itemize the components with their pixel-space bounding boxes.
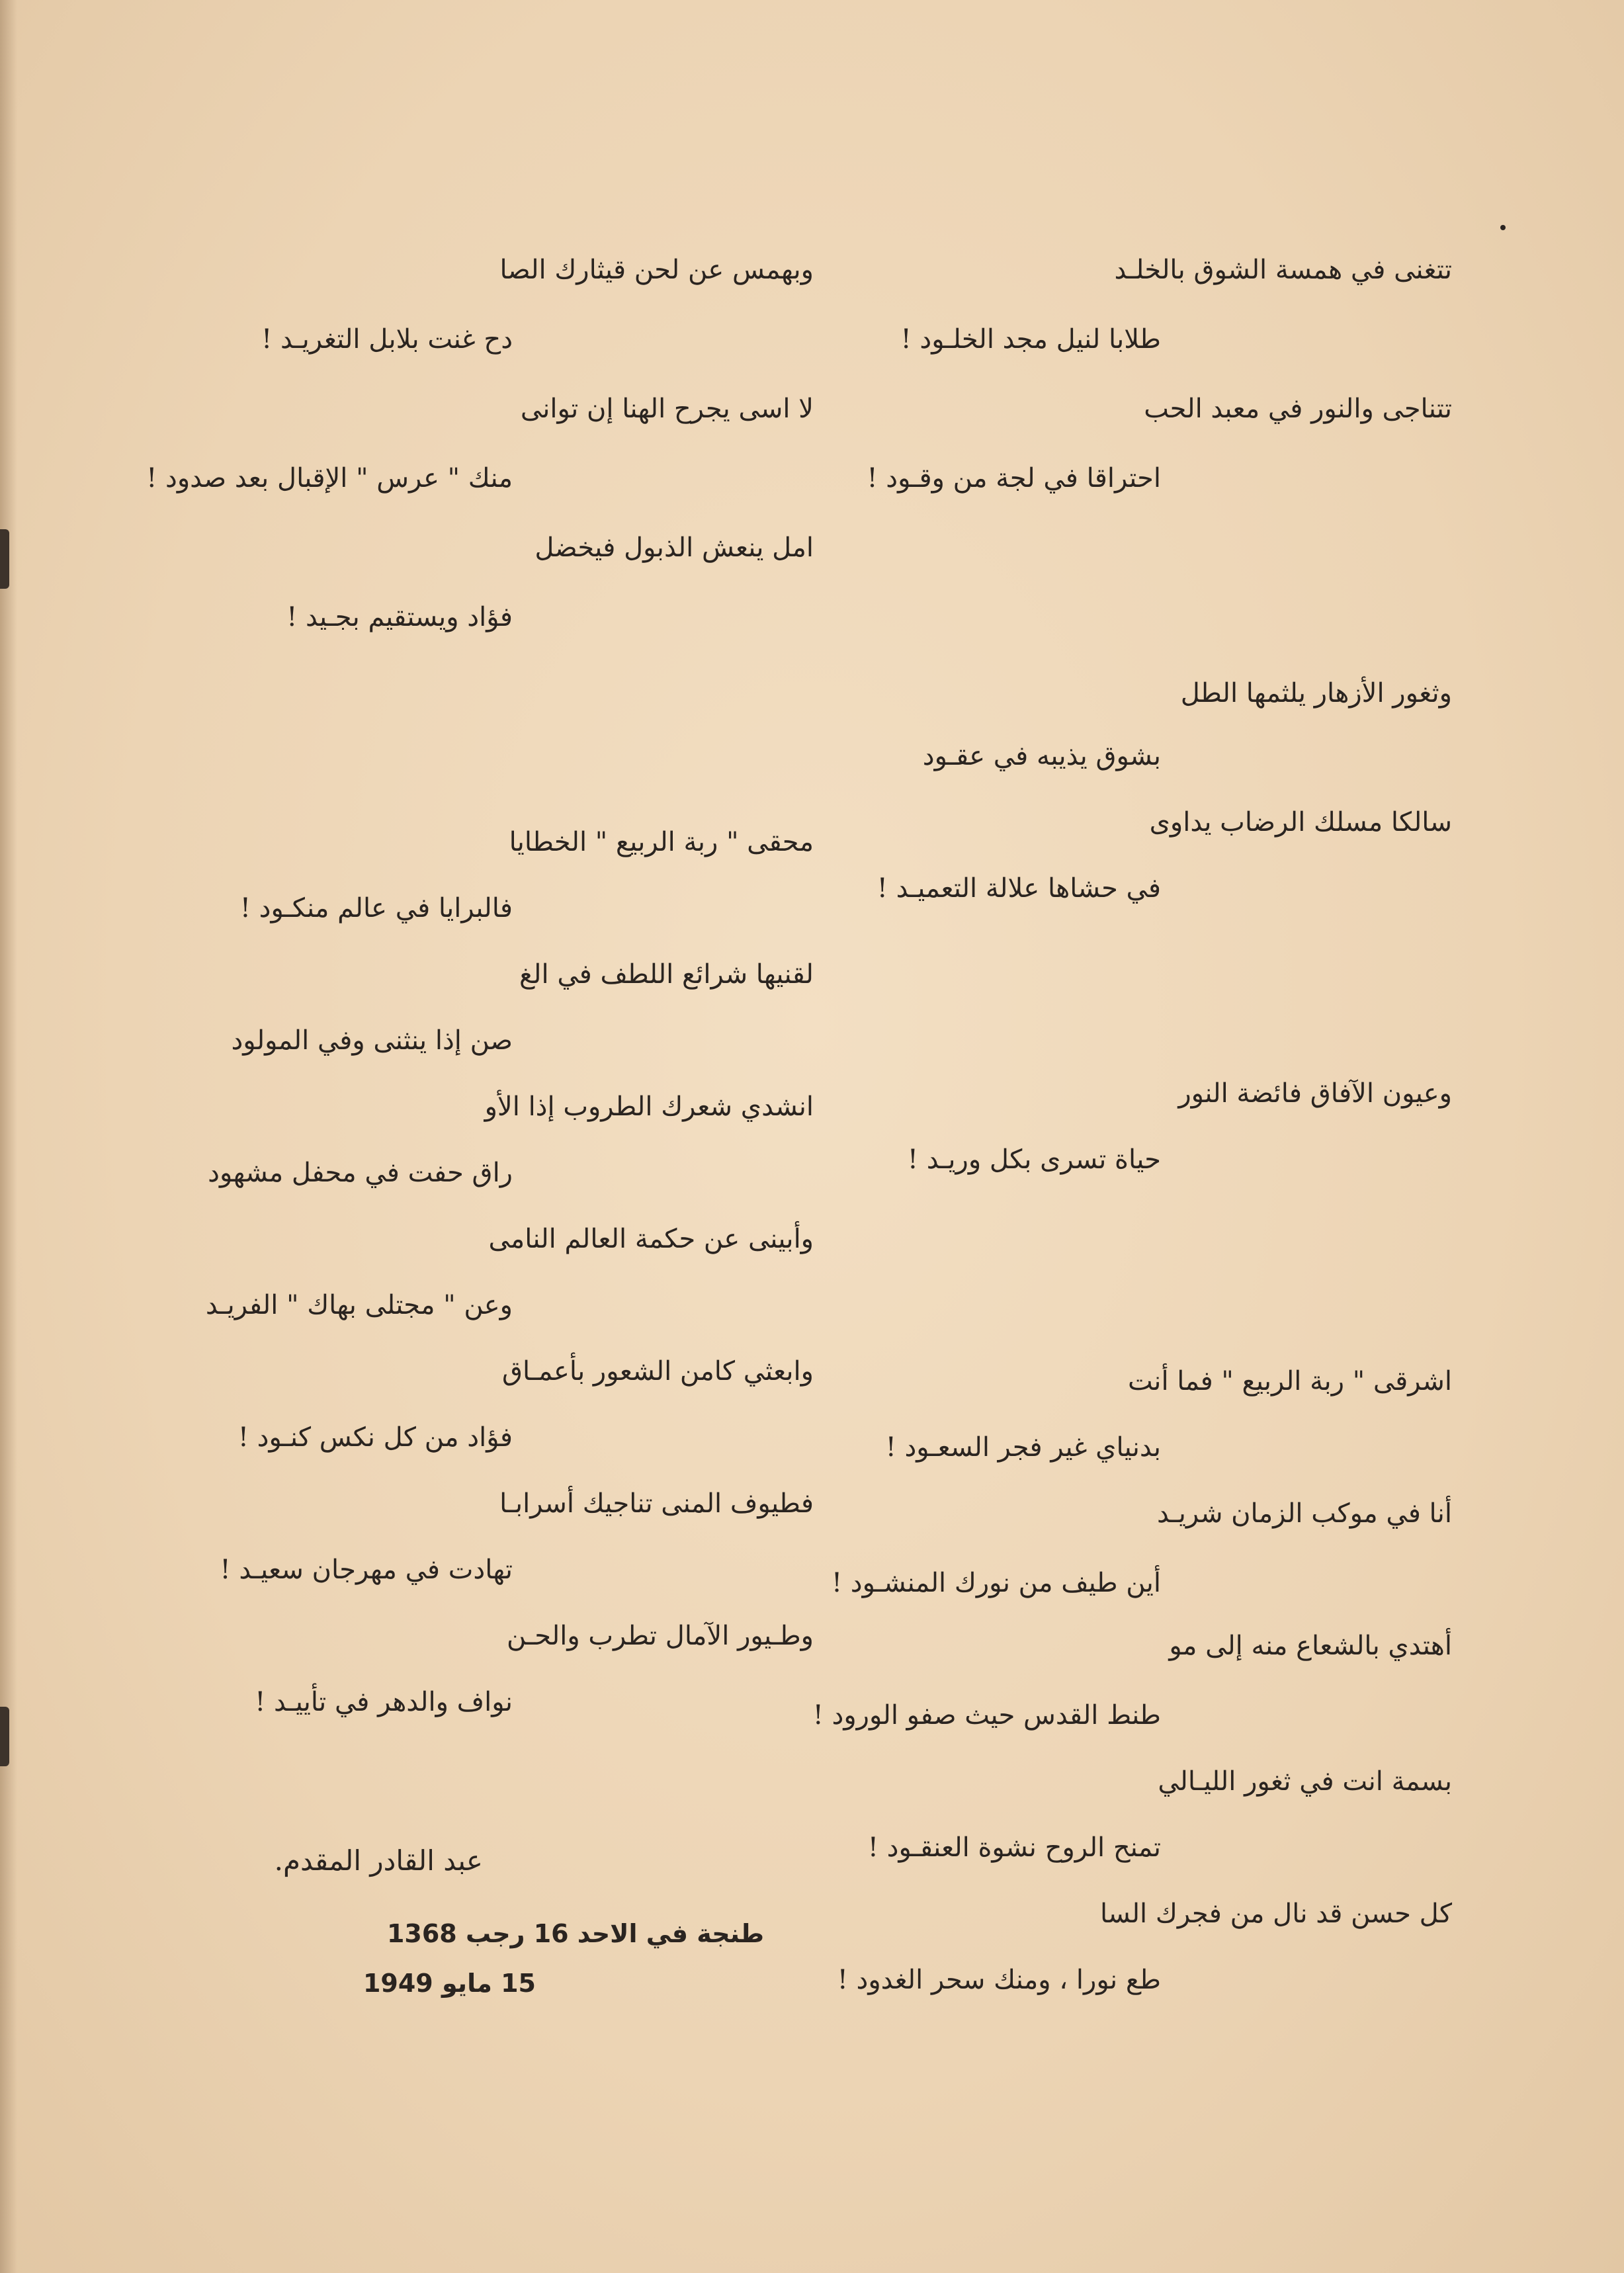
verse-second-hemistich: وعن " مجتلى بهاك " الفريـد: [205, 1290, 513, 1320]
verse-first-hemistich: لا اسى يجرح الهنا إن توانى: [520, 394, 814, 424]
verse-second-hemistich: طع نورا ، ومنك سحر الغدود !: [837, 1965, 1161, 1995]
ink-dot: [1500, 225, 1506, 230]
verse-first-hemistich: لقنيها شرائع اللطف في الغ: [519, 959, 814, 990]
verse-second-hemistich: طلابا لنيل مجد الخلـود !: [900, 324, 1161, 355]
verse-first-hemistich: أهتدي بالشعاع منه إلى مو: [1169, 1631, 1452, 1661]
verse-second-hemistich: فؤاد ويستقيم بجـيد !: [286, 602, 513, 632]
verse-first-hemistich: كل حسن قد نال من فجرك السا: [1099, 1899, 1452, 1929]
verse-first-hemistich: تتغنى في همسة الشوق بالخلـد: [1114, 255, 1452, 285]
verse-first-hemistich: وبهمس عن لحن قيثارك الصا: [499, 255, 814, 285]
verse-second-hemistich: حياة تسرى بكل وريـد !: [907, 1144, 1161, 1175]
verse-second-hemistich: فالبرايا في عالم منكـود !: [239, 893, 513, 923]
verse-first-hemistich: امل ينعش الذبول فيخضل: [534, 533, 814, 563]
binding-mark: [0, 1707, 9, 1766]
verse-second-hemistich: صن إذا ينثنى وفي المولود: [231, 1025, 513, 1056]
date-gregorian: 15 مايو 1949: [363, 1969, 536, 1998]
verse-first-hemistich: تتناجى والنور في معبد الحب: [1144, 394, 1452, 424]
verse-second-hemistich: منك " عرس " الإقبال بعد صدود !: [146, 463, 513, 493]
verse-second-hemistich: احتراقا في لجة من وقـود !: [867, 463, 1161, 493]
verse-second-hemistich: أين طيف من نورك المنشـود !: [832, 1568, 1161, 1598]
author-signature: عبد القادر المقدم.: [274, 1844, 483, 1877]
verse-second-hemistich: نواف والدهر في تأييـد !: [255, 1687, 513, 1717]
verse-first-hemistich: اشرقى " ربة الربيع " فما أنت: [1128, 1366, 1452, 1396]
verse-first-hemistich: انشدي شعرك الطروب إذا الأو: [484, 1092, 814, 1122]
verse-first-hemistich: سالكا مسلك الرضاب يداوى: [1149, 807, 1452, 837]
verse-first-hemistich: وعيون الآفاق فائضة النور: [1178, 1078, 1452, 1109]
verse-second-hemistich: طنط القدس حيث صفو الورود !: [812, 1700, 1161, 1731]
verse-first-hemistich: وثغور الأزهار يلثمها الطل: [1180, 678, 1452, 708]
verse-first-hemistich: وأبينى عن حكمة العالم النامى: [488, 1224, 814, 1254]
verse-second-hemistich: فؤاد من كل نكس كنـود !: [237, 1422, 513, 1453]
verse-second-hemistich: دح غنت بلابل التغريـد !: [261, 324, 513, 355]
date-hijri: طنجة في الاحد 16 رجب 1368: [386, 1919, 764, 1948]
verse-second-hemistich: بدنياي غير فجر السعـود !: [885, 1432, 1161, 1463]
verse-first-hemistich: أنا في موكب الزمان شريـد: [1157, 1498, 1452, 1529]
verse-first-hemistich: فطيوف المنى تناجيك أسرابـا: [499, 1488, 814, 1519]
verse-first-hemistich: بسمة انت في ثغور الليـالي: [1158, 1766, 1452, 1797]
verse-first-hemistich: وطـيور الآمال تطرب والحـن: [507, 1621, 814, 1651]
binding-mark: [0, 529, 9, 589]
verse-second-hemistich: راق حفت في محفل مشهود: [208, 1158, 513, 1188]
verse-first-hemistich: محقى " ربة الربيع " الخطايا: [509, 827, 814, 857]
verse-first-hemistich: وابعثي كامن الشعور بأعمـاق: [501, 1356, 814, 1387]
verse-second-hemistich: بشوق يذيبه في عقـود: [922, 741, 1161, 771]
verse-second-hemistich: تهادت في مهرجان سعيـد !: [220, 1555, 513, 1585]
binding-edge: [0, 0, 17, 2273]
verse-second-hemistich: في حشاها علالة التعميـد !: [876, 873, 1161, 904]
verse-second-hemistich: تمنح الروح نشوة العنقـود !: [867, 1832, 1161, 1863]
